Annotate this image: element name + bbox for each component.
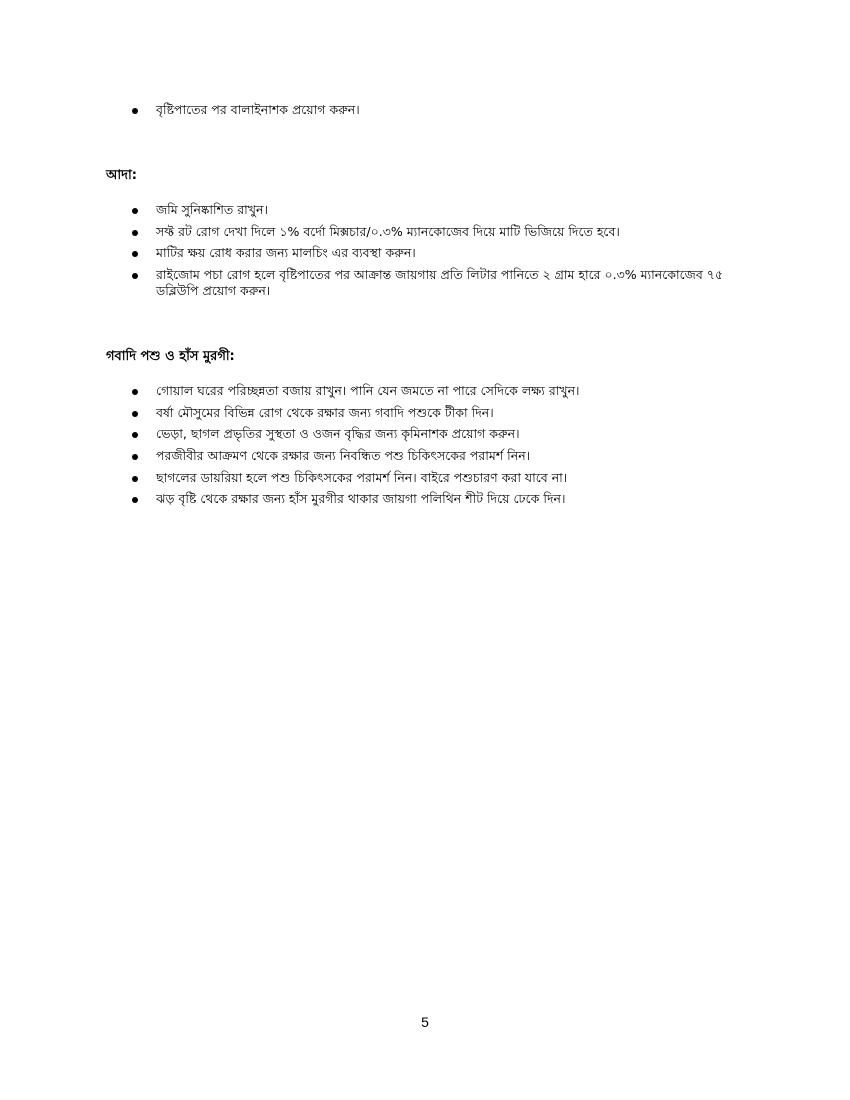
list-item: রাইজোম পচা রোগ হলে বৃষ্টিপাতের পর আক্রান্ত জায়গায় প্রতি লিটার পানিতে ২ গ্রাম হারে ০.৩% ম্যানকোজেব ৭৫ ডব্লিউপি প্রয়োগ করুন। [132,267,752,298]
livestock-advice-list [132,383,752,513]
list-item: ছাগলের ডায়রিয়া হলে পশু চিকিৎসকের পরামর্শ নিন। বাইরে পশুচারণ করা যাবে না। [132,470,752,486]
list-item: মাটির ক্ষয় রোধ করার জন্য মালচিং এর ব্যবস্থা করুন। [132,245,752,261]
list-item: জমি সুনিষ্কাশিত রাখুন। [132,202,752,218]
list-item: বর্ষা মৌসুমের বিভিন্ন রোগ থেকে রক্ষার জন্য গবাদি পশুকে টীকা দিন। [132,405,752,421]
list-item: বৃষ্টিপাতের পর বালাইনাশক প্রয়োগ করুন। [132,102,752,118]
list-item: গোয়াল ঘরের পরিচ্ছন্নতা বজায় রাখুন। পানি যেন জমতে না পারে সেদিকে লক্ষ্য রাখুন। [132,383,752,399]
list-item: ভেড়া, ছাগল প্রভৃতির সুস্থতা ও ওজন বৃদ্ধির জন্য কৃমিনাশক প্রয়োগ করুন। [132,426,752,442]
ginger-advice-list [132,202,752,304]
section-heading-livestock-poultry: গবাদি পশু ও হাঁস মুরগী: [106,349,235,364]
list-item: সফ্ট রট রোগ দেখা দিলে ১% বর্দো মিক্সচার/০.৩% ম্যানকোজেব দিয়ে মাটি ভিজিয়ে দিতে হবে। [132,224,752,240]
list-item: ঝড় বৃষ্টি থেকে রক্ষার জন্য হাঁস মুরগীর থাকার জায়গা পলিথিন শীট দিয়ে ঢেকে দিন। [132,491,752,507]
pesticide-advice-list [132,102,752,124]
list-item: পরজীবীর আক্রমণ থেকে রক্ষার জন্য নিবন্ধিত পশু চিকিৎসকের পরামর্শ নিন। [132,448,752,464]
section-heading-ginger: আদা: [106,168,137,183]
page-number: 5 [421,1014,429,1030]
